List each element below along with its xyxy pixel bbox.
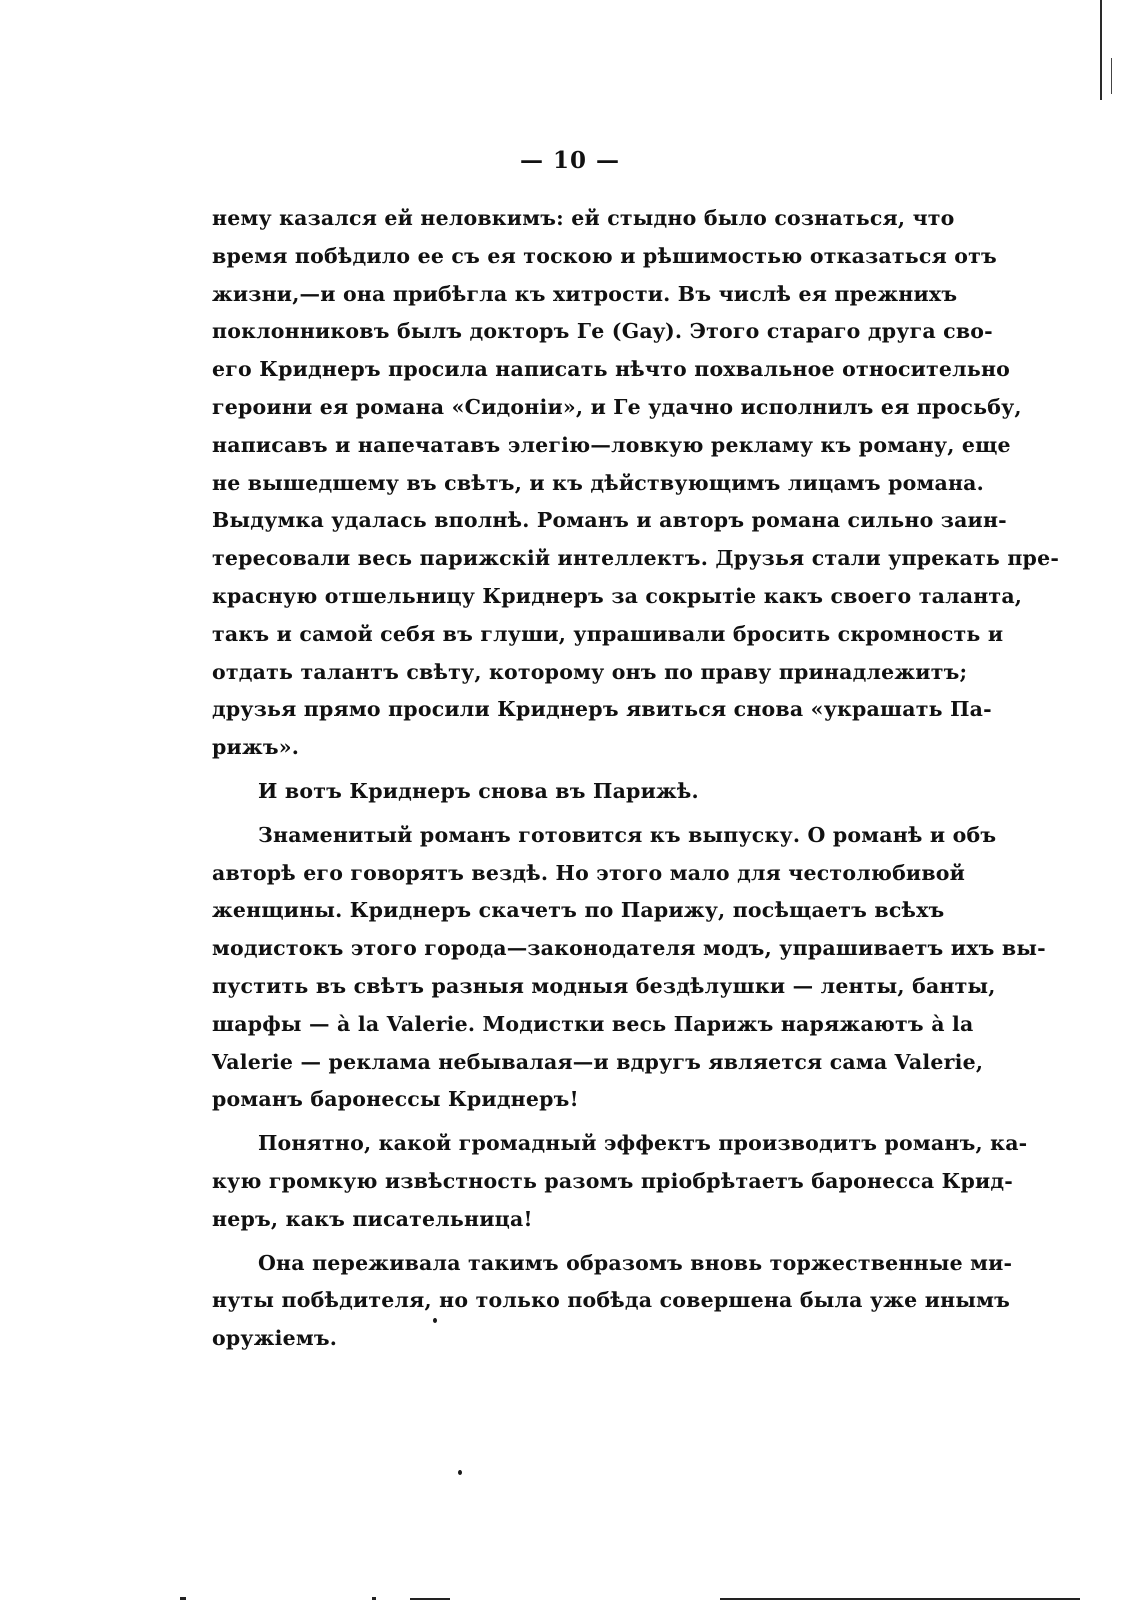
paragraph (212, 1245, 1013, 1358)
scan-bottom-edge (410, 1598, 450, 1600)
text-line: его Криднеръ просила написать нѣчто похвальное относительно (212, 357, 1011, 382)
page-number: — 10 — (519, 147, 621, 174)
text-line: нему казался ей неловкимъ: ей стыдно было сознаться, что (212, 206, 955, 230)
ink-speck (433, 1318, 437, 1323)
body-text (212, 200, 1060, 1364)
text-line: героини ея романа «Сидоніи», и Ге удачно исполнилъ ея просьбу, (212, 394, 1022, 419)
text-line: неръ, какъ писательница! (212, 1206, 533, 1231)
text-line: кую громкую извѣстность разомъ пріобрѣтаетъ баронесса Крид- (212, 1168, 1013, 1193)
ink-speck (458, 1470, 462, 1475)
text-line: тересовали весь парижскій интеллектъ. Друзья стали упрекать пре- (212, 546, 1060, 571)
text-line: Выдумка удалась вполнѣ. Романъ и авторъ романа сильно заин- (212, 508, 1007, 533)
paragraph (212, 817, 1046, 1119)
scan-edge-mark (1111, 58, 1112, 94)
text-line: такъ и самой себя въ глуши, упрашивали бросить скромность и (212, 621, 1004, 646)
text-line: женщины. Криднеръ скачетъ по Парижу, посѣщаетъ всѣхъ (212, 898, 945, 923)
scan-bottom-edge (180, 1597, 186, 1600)
text-line: друзья прямо просили Криднеръ явиться снова «украшать Па- (212, 697, 992, 722)
text-line: оружіемъ. (212, 1326, 338, 1351)
paragraph (212, 200, 1060, 767)
text-line: И вотъ Криднеръ снова въ Парижѣ. (258, 778, 699, 803)
text-line: не вышедшему въ свѣтъ, и къ дѣйствующимъ лицамъ романа. (212, 470, 985, 495)
text-line: поклонниковъ былъ докторъ Ге (Gay). Этого стараго друга сво- (212, 319, 993, 344)
scan-bottom-edge (372, 1597, 376, 1600)
text-line: Valerie — реклама небывалая—и вдругъ является сама Valerie, (212, 1049, 984, 1074)
text-line: авторѣ его говорятъ вездѣ. Но этого мало для честолюбивой (212, 860, 966, 885)
text-line: рижъ». (212, 735, 300, 760)
text-line: Понятно, какой громадный эффектъ производитъ романъ, ка- (258, 1131, 1028, 1156)
text-line: Она переживала такимъ образомъ вновь торжественные ми- (258, 1250, 1013, 1275)
scan-edge-mark (1100, 0, 1102, 100)
text-line: шарфы — à la Valerie. Модистки весь Парижъ наряжаютъ à la (212, 1011, 974, 1036)
paragraph (212, 773, 944, 811)
text-line: нуты побѣдителя, но только побѣда совершена была уже инымъ (212, 1288, 1011, 1313)
text-line: отдать талантъ свѣту, которому онъ по праву принадлежитъ; (212, 659, 968, 684)
text-line: красную отшельницу Криднеръ за сокрытіе какъ своего таланта, (212, 583, 1023, 608)
text-line: пустить въ свѣтъ разныя модныя бездѣлушки — ленты, банты, (212, 973, 996, 998)
text-line: время побѣдило ее съ ея тоскою и рѣшимостью отказаться отъ (212, 243, 997, 268)
text-line: написавъ и напечатавъ элегію—ловкую рекламу къ роману, еще (212, 432, 1011, 457)
text-line: жизни,—и она прибѣгла къ хитрости. Въ числѣ ея прежнихъ (212, 281, 958, 306)
text-line: Знаменитый романъ готовится къ выпуску. О романѣ и объ (258, 822, 997, 847)
text-line: модистокъ этого города—законодателя модъ, упрашиваетъ ихъ вы- (212, 936, 1046, 961)
scan-bottom-edge (720, 1598, 1080, 1600)
text-line: романъ баронессы Криднеръ! (212, 1087, 579, 1112)
paragraph (212, 1125, 1028, 1238)
